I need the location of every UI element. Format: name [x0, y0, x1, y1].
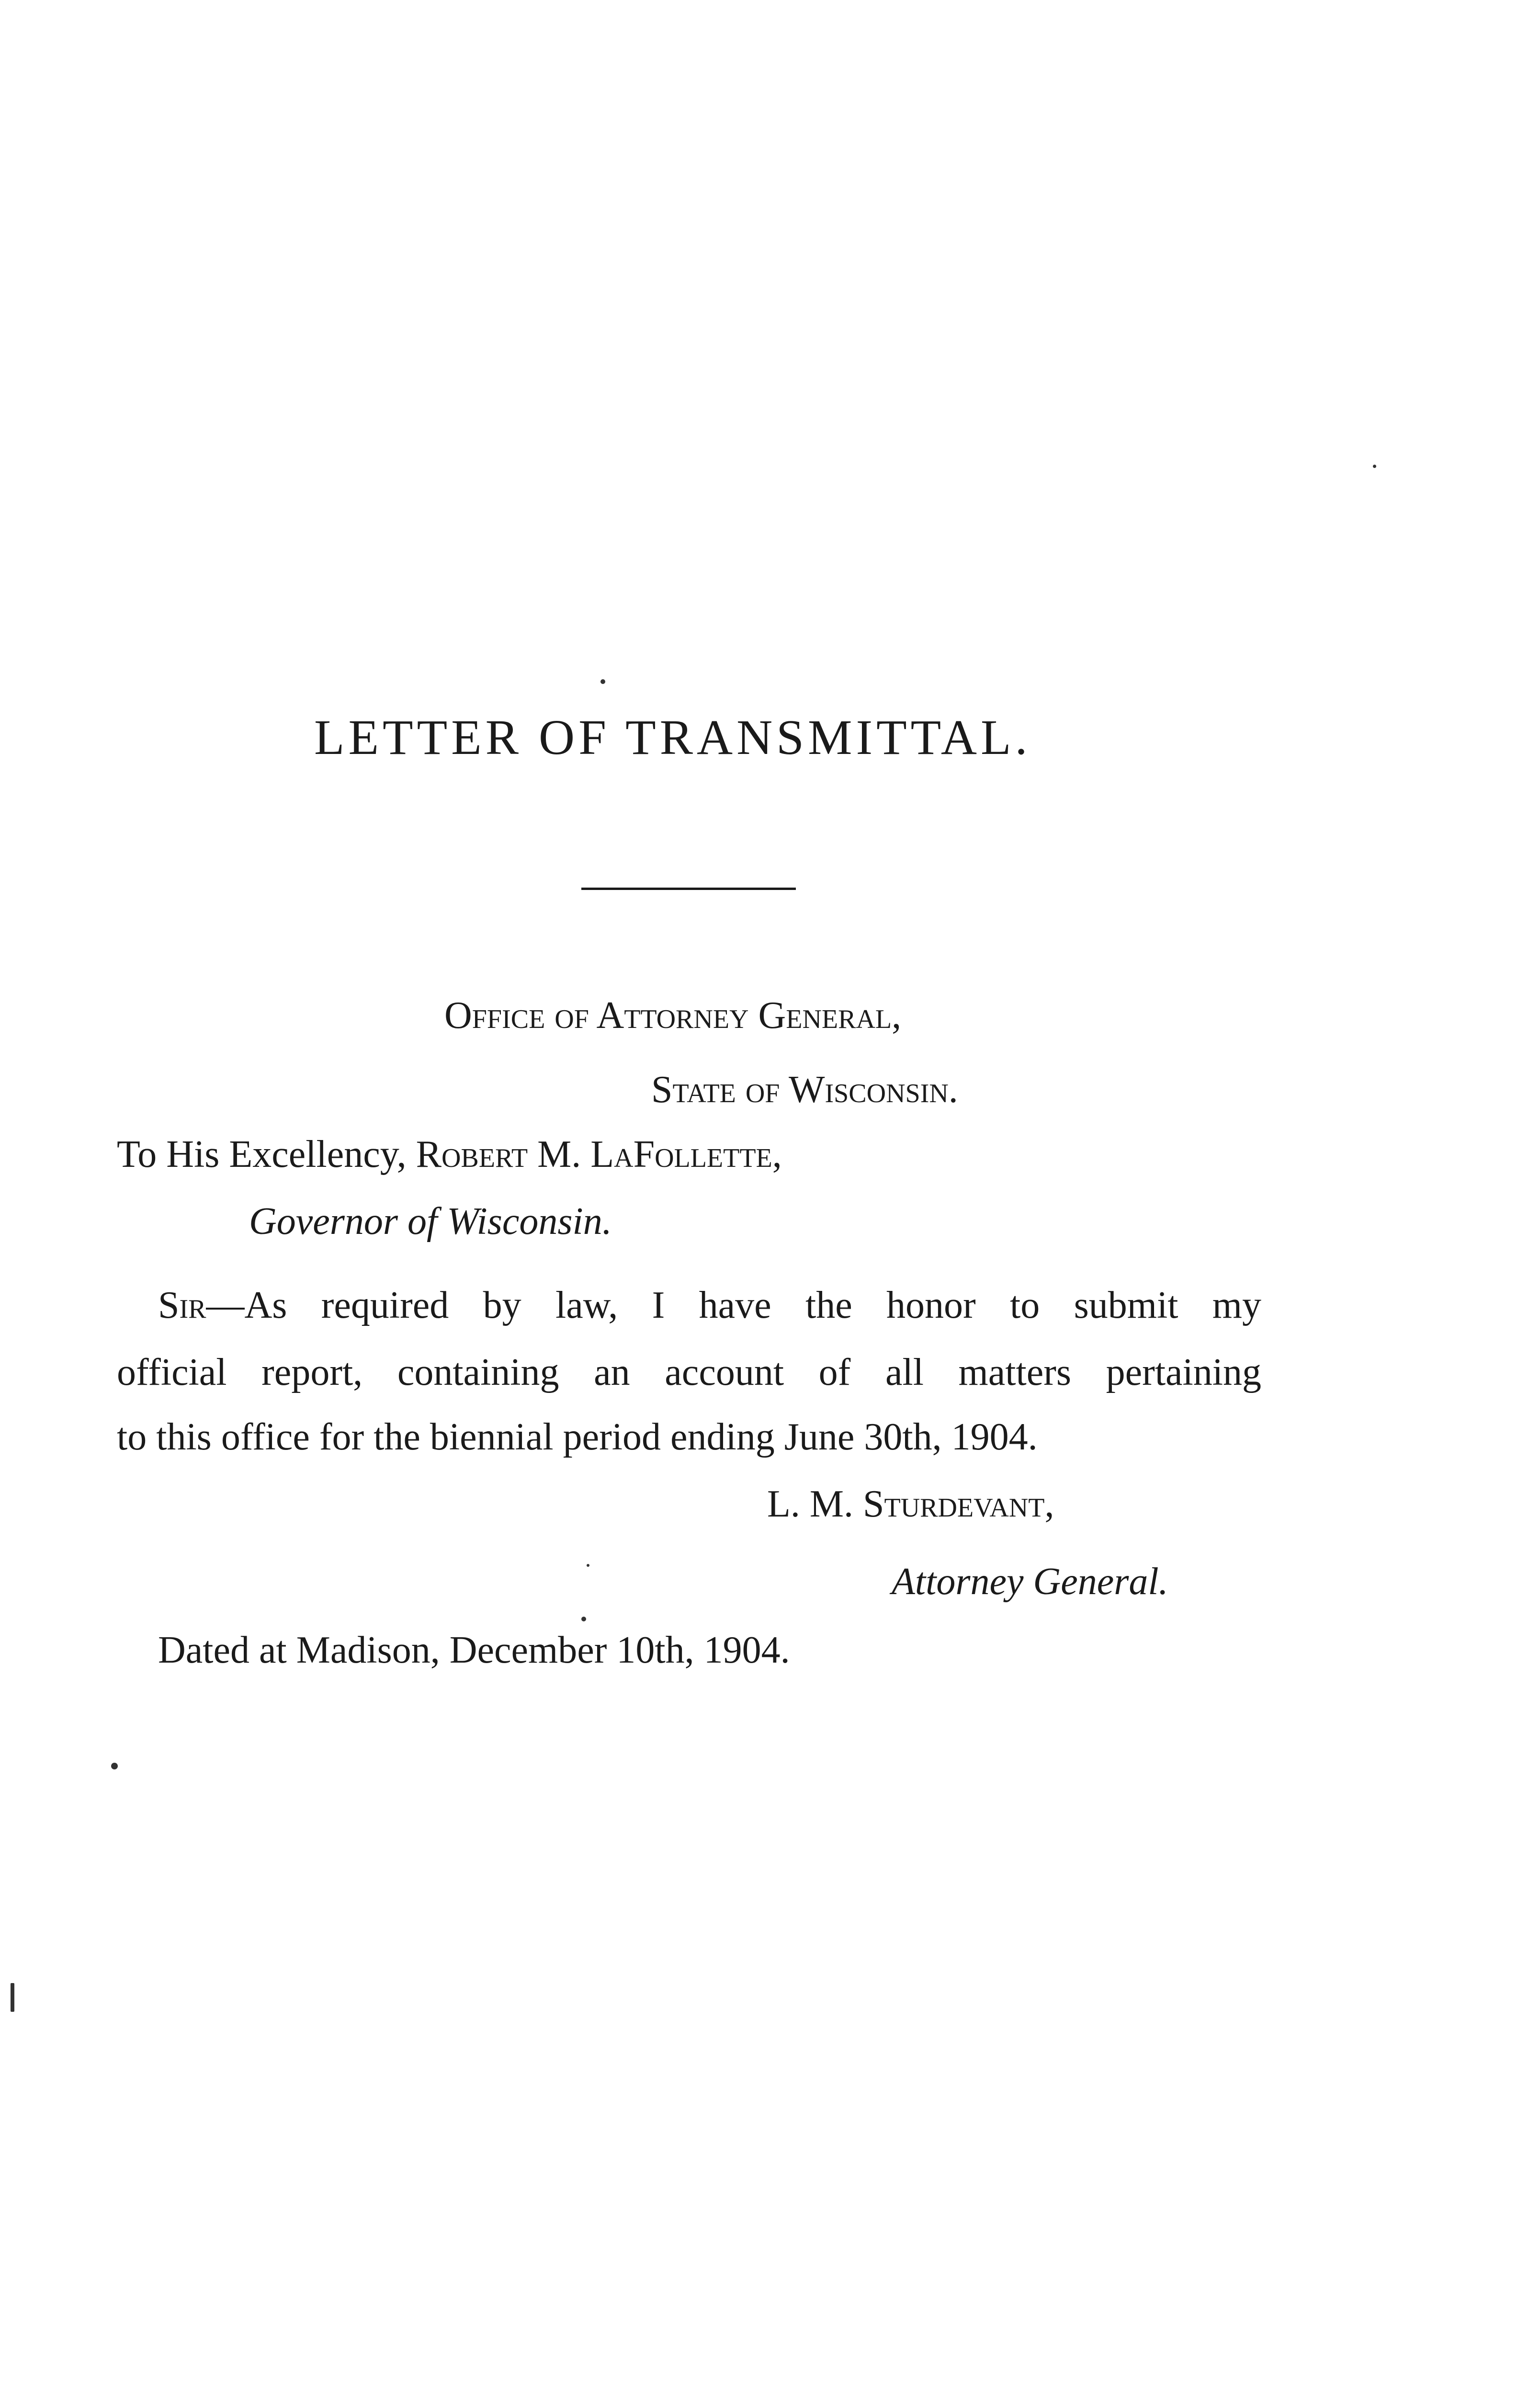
- scan-speck: [581, 1617, 586, 1621]
- body-line-3: to this office for the biennial period ending June 30th, 1904.: [117, 1416, 1038, 1458]
- office-line-1: Office of Attorney General,: [444, 994, 902, 1037]
- sir-label: Sir: [158, 1284, 206, 1326]
- scan-speck: [111, 1763, 118, 1769]
- scan-speck: [600, 679, 605, 684]
- signer-title: Attorney General.: [892, 1561, 1168, 1603]
- body-line-1-text: —As required by law, I have the honor to submit my: [206, 1284, 1261, 1326]
- addressee-title: Governor of Wisconsin.: [249, 1200, 612, 1243]
- salutation-prefix: To His Excellency,: [117, 1133, 416, 1175]
- body-line-2: official report, containing an account of all matters pertaining: [117, 1351, 1261, 1393]
- addressee-name: Robert M. LaFollette,: [416, 1133, 782, 1175]
- office-line-2: State of Wisconsin.: [651, 1069, 958, 1111]
- salutation: [117, 1135, 782, 1174]
- dated-line: Dated at Madison, December 10th, 1904.: [158, 1629, 790, 1671]
- scan-speck: [11, 1983, 14, 2012]
- scan-speck: [1373, 465, 1376, 468]
- letter-title: LETTER OF TRANSMITTAL.: [314, 710, 1031, 765]
- title-divider: [581, 888, 796, 890]
- body-line-1: [158, 1286, 1261, 1324]
- signer-name: L. M. Sturdevant,: [767, 1483, 1054, 1525]
- scan-speck: [587, 1564, 589, 1567]
